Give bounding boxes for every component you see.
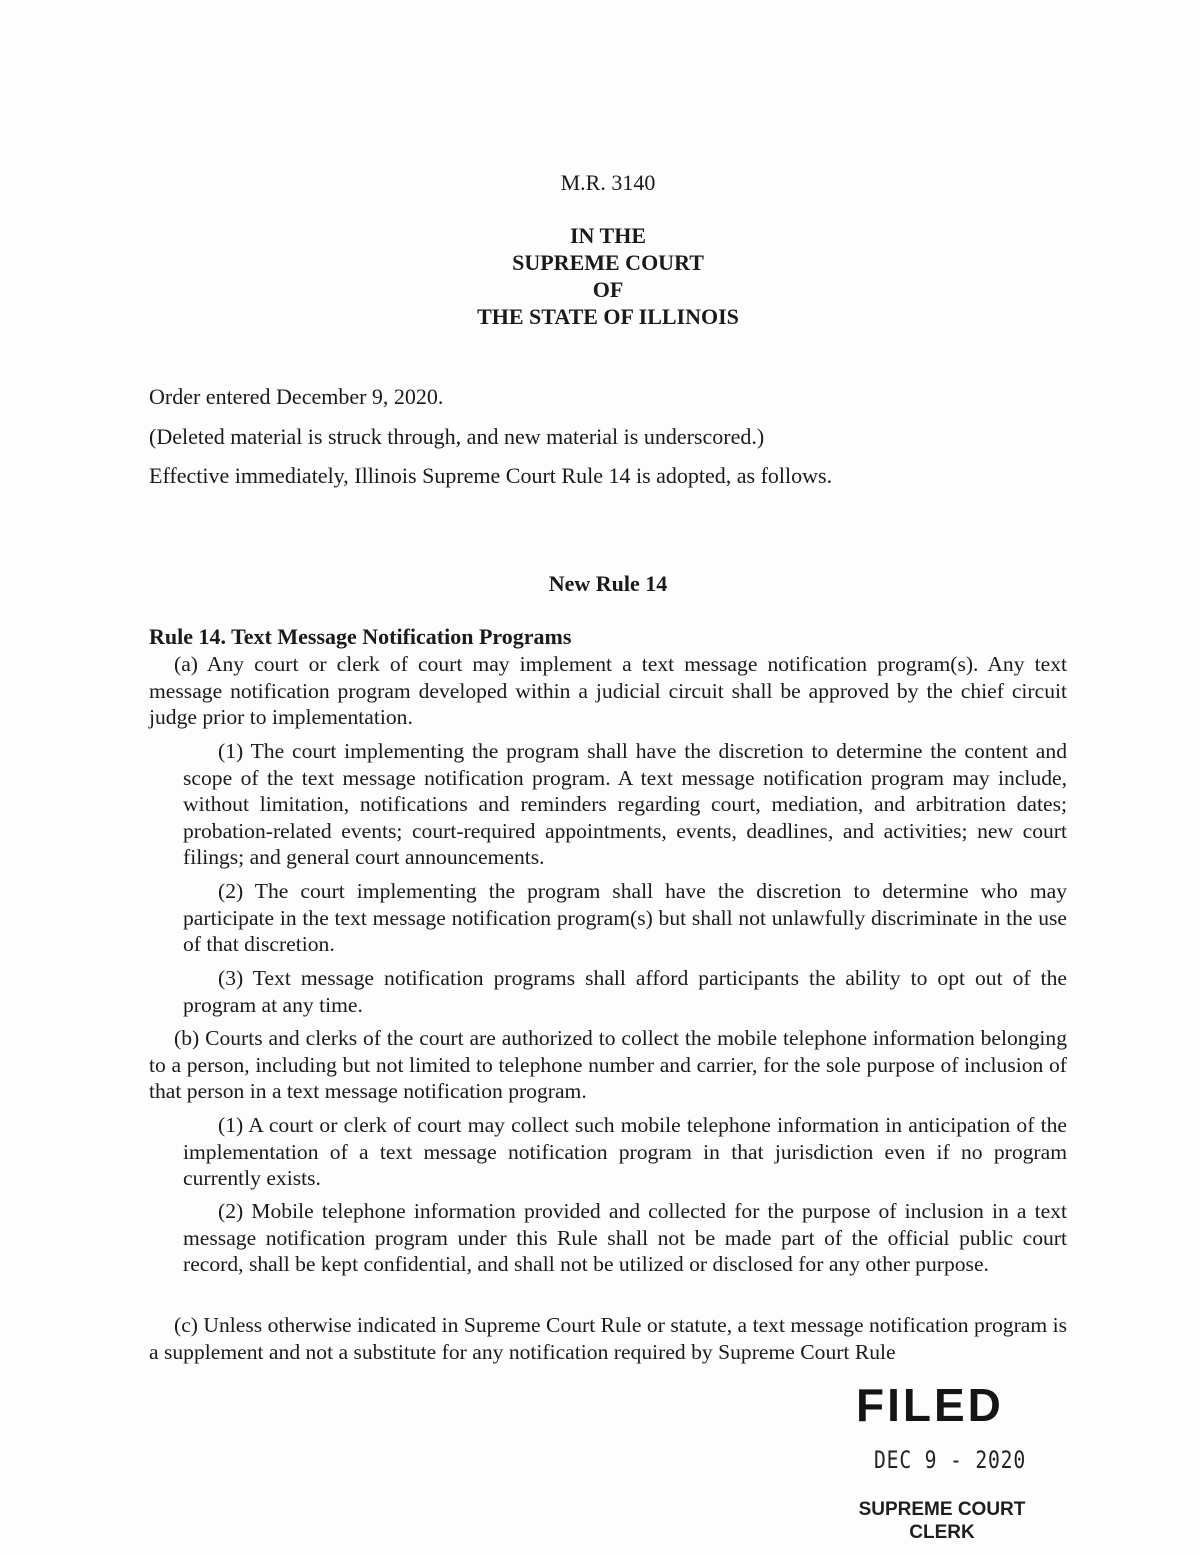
editing-note-line: (Deleted material is struck through, and new material is underscored.) [149,424,765,449]
paragraph-c: (c) Unless otherwise indicated in Supreme Court Rule or statute, a text message notification program is a supplement and not a substitute for any notification required by Supreme Court Rule [149,1313,1067,1364]
clerk-stamp-line: SUPREME COURT [858,1499,1026,1520]
paragraph-b2: (2) Mobile telephone information provided and collected for the purpose of inclusion in a text message notification program under this Rule shall not be made part of the official public court record, shall be kept confidential, and shall not be utilized or disclosed for any other purpose. [183,1199,1067,1277]
court-heading [0,222,1200,330]
clerk-stamp-line: CLERK [909,1522,975,1543]
filed-stamp: FILED [856,1379,1004,1431]
order-entered-line: Order entered December 9, 2020. [149,384,444,409]
clerk-stamp [842,1498,1042,1544]
court-heading-line: OF [592,277,624,302]
paragraph-b1: (1) A court or clerk of court may collect such mobile telephone information in anticipation of the implementation of a text message notification program in that jurisdiction even if no program currently exists. [183,1113,1067,1191]
paragraph-a3: (3) Text message notification programs shall afford participants the ability to opt out of the program at any time. [183,966,1067,1017]
new-rule-title: New Rule 14 [548,571,668,596]
court-heading-line: SUPREME COURT [512,250,704,275]
court-heading-line: THE STATE OF ILLINOIS [477,304,739,329]
filed-date-stamp: DEC 9 - 2020 [874,1446,1027,1474]
paragraph-b: (b) Courts and clerks of the court are authorized to collect the mobile telephone information belonging to a person, including but not limited to telephone number and carrier, for the sole purpose of inclusion of that person in a text message notification program. [149,1026,1067,1104]
rule-heading: Rule 14. Text Message Notification Programs [149,624,572,649]
paragraph-a1: (1) The court implementing the program shall have the discretion to determine the content and scope of the text message notification program. A text message notification program may include, without limitation, notifications and reminders regarding court, mediation, and arbitration dates; probation-related events; court-required appointments, events, deadlines, and activities; new court filings; and general court announcements. [183,739,1067,870]
court-heading-line: IN THE [569,223,646,248]
docket-number: M.R. 3140 [560,170,656,195]
paragraph-a: (a) Any court or clerk of court may implement a text message notification program(s). Any text message notification program developed within a judicial circuit shall be approved by the chief circuit judge prior to implementation. [149,652,1067,730]
effective-line: Effective immediately, Illinois Supreme Court Rule 14 is adopted, as follows. [149,463,833,488]
paragraph-a2: (2) The court implementing the program shall have the discretion to determine who may participate in the text message notification program(s) but shall not unlawfully discriminate in the use of that discretion. [183,879,1067,957]
